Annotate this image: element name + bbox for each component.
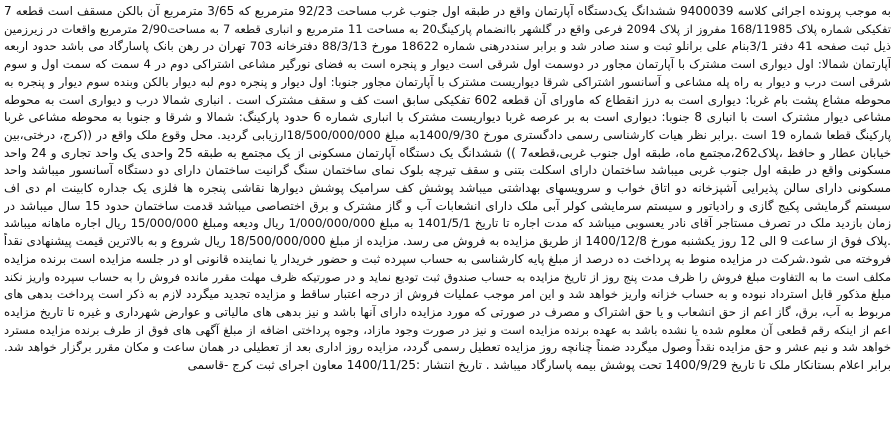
notice-line-7: مشاعی دیوار مشترک است با انباری 8 جنوبا: دیواری است به بر عرصه غربا دیواریست مشترک با انباری شماره 6 حدود پارکینگ: شمالا و شرقا و جنوبا به محوطه مشاعی غربا xyxy=(4,110,891,125)
notice-line-4: آپارتمان شمالا: اول دیواری است مشترک با آپارتمان مجاور در دوسمت اول شرقی است دیوار و پنجره است به فضای نورگیر مشاعی اشتراکی دوم در 4 سمت که سمت اول و سوم xyxy=(4,57,891,72)
notice-line-20: خواهد شد و نیم عشر و حق مزایده نقداً وصول میگردد ضمناً چنانچه روز مزایده تعطیل رسمی گردد، مزایده روز اداری بعد از تعطیلی در همان ساعت و مکان مقرر برگزار خواهد شد. xyxy=(4,340,891,355)
notice-line-5: شرقی است درب و دیوار به راه پله مشاعی و آسانسور اشتراکی شرقا دیواریست مشترک با آپارتمان مجاور جنوبا: اول دیوار و پنجره دوم لبه دیوار بالکن وبنده سوم دیوار و پنجره به xyxy=(4,74,891,89)
notice-line-3: ذیل ثبت صفحه 41 دفتر 3/1بنام علی برانلو ثبت و سند صادر شد و برابر سنددرهنی شماره 18622 مورخ 88/3/13 دفترخانه 703 تهران در رهن بانک پاسارگاد می باشد حدود اربعه xyxy=(4,39,891,54)
notice-line-10: مسکونی واقع در طبقه اول جنوب غربی میباشد ساختمان دارای اسکلت بتنی و سقف تیرچه بلوک نمای ساختمان سنگ گرانیت ساختمان دارای دو دستگاه آسانسور میباشد واحد xyxy=(4,163,891,178)
notice-line-12: سیستم گرمایشی پکیج گازی و رادیاتور و سیستم سرمایشی کولر آبی ملک دارای انشعابات آب و گاز مشترک و برق اختصاصی میباشد قدمت ساختمان حدود 15 سال میباشد در xyxy=(4,198,891,213)
auction-notice-text xyxy=(4,3,891,375)
notice-line-6: محوطه مشاع پشت بام غربا: دیواری است به درز انقطاع که ماورای آن قطعه 602 تفکیکی سابق است کف و سقف مشترک است . انباری شمالا درب و دیواری است به محوطه xyxy=(4,92,891,107)
notice-line-18: مربوط به آب، برق، گاز اعم از حق انشعاب و یا حق اشتراک و مصرف در صورتی که مورد مزایده دارای آنها باشد و نیز بدهی های مالیاتی و عوارض شهرداری و غیره تا تاریخ مزایده xyxy=(4,304,891,319)
notice-line-16: مکلف است ما به التفاوت مبلغ فروش را ظرف مدت پنج روز از تاریخ مزایده به حساب صندوق ثبت تودیع نماید و در صورتیکه ظرف مهلت مقرر مانده فروش را به حساب سپرده واریز نکند xyxy=(4,270,891,284)
notice-line-15: فروخته می شود.شرکت در مزایده منوط به پرداخت ده درصد از مبلغ پایه کارشناسی به حساب سپرده ثبت و حضور خریدار یا نماینده قانونی او در جلسه مزایده است برنده مزایده xyxy=(4,251,891,266)
notice-line-19: اعم از اینکه رقم قطعی آن معلوم شده یا نشده باشد به عهده برنده مزایده است و نیز در صورت وجود مازاد، وجوه پرداختی اضافه از مبلغ آگهی های فوق از طرف برنده مزایده مسترد xyxy=(4,322,891,337)
notice-line-17: مبلغ مذکور قابل استرداد نبوده و به حساب خزانه واریز خواهد شد و این امر موجب عملیات فروش از درجه اعتبار ساقط و مزایده تجدید میگردد لازم به ذکر است پرداخت بدهی های xyxy=(4,287,891,302)
notice-line-14: .پلاک فوق از ساعت 9 الی 12 روز یکشنبه مورخ 1400/12/8 از طریق مزایده به فروش می رسد. مزایده از مبلغ 18/500/000/000 ریال شروع و به بالاترین قیمت پیشنهادی نقداً xyxy=(4,234,891,249)
notice-line-1: به موجب پرونده اجرائی کلاسه 9400039 ششدانگ یک‌دستگاه آپارتمان واقع در طبقه اول جنوب غرب مساحت 92/23 مترمربع که 3/65 مترمربع آن بالکن مسقف است قطعه 7 xyxy=(4,4,891,18)
notice-line-13: زمان بازدید ملک در تصرف مستاجر آقای نادر یعسوبی میباشد که مدت اجاره تا تاریخ 1401/5/1 به مبلغ 1/000/000/000 ریال ودیعه ومبلغ 15/000/000 ریال اجاره ماهانه میباشد xyxy=(4,216,891,231)
notice-line-21: برابر اعلام بستانکار ملک تا تاریخ 1400/9/29 تحت پوشش بیمه پاسارگاد میباشد . تاریخ انتشار :1400/11/25 معاون اجرای ثبت کرج -قاسمی xyxy=(187,358,891,373)
notice-line-9: خیابان عطار و حافظ ،پلاک262،مجتمع ماه، طبقه اول جنوب غربی،قطعه7 )) ششدانگ یک دستگاه آپارتمان مسکونی از یک مجتمع به طبقه 25 واحدی یک واحد تجاری و 24 واحد xyxy=(4,145,891,160)
notice-line-8: پارکینگ قطعا شماره 19 است .برابر نظر هیات کارشناسی رسمی دادگستری مورخ 1400/9/30به مبلغ 18/500/000/000ارزیابی گردید. محل وقوع ملک واقع در ((کرج، درختی،بین xyxy=(4,127,891,142)
notice-line-2: تفکیکی شماره پلاک 168/11985 مفروز از پلاک 2094 فرعی واقع در گلشهر باانضمام پارکینگ20 به مساحت 11 مترمربع و انباری قطعه 7 به مساحت2/90 مترمربع واقعات در زیرزمین xyxy=(4,21,891,36)
notice-line-11: مسکونی دارای سالن پذیرایی آشپزخانه دو اتاق خواب و سرویسهای بهداشتی میباشد پوشش کف سرامیک پوشش دیوارها نقاشی پنجره ها فلزی یک جداره کابینت ام دی اف xyxy=(4,181,891,196)
